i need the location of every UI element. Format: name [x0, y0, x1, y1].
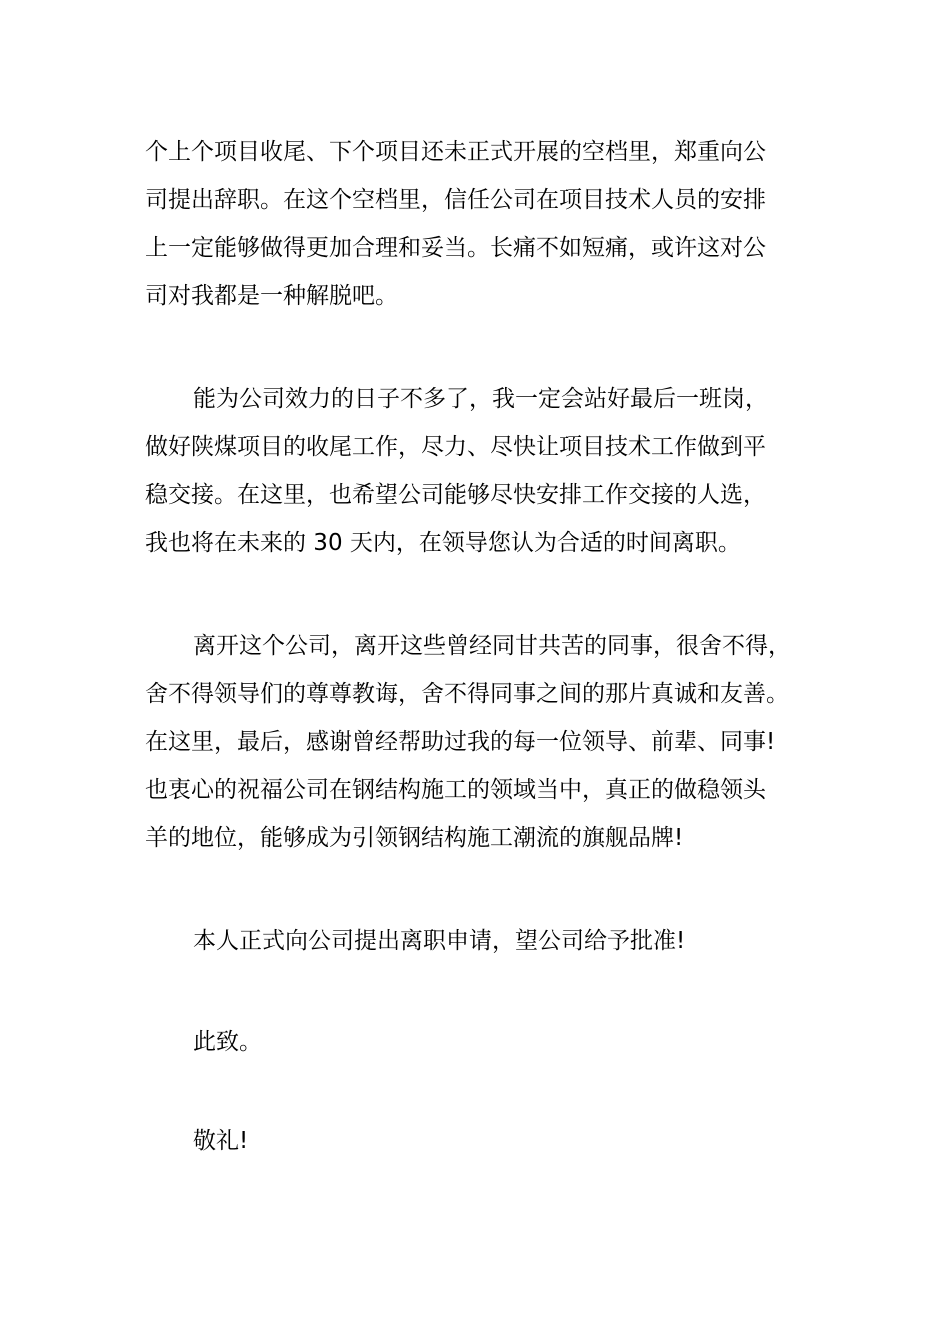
closing-salutation: 此致。: [193, 1029, 262, 1055]
paragraph-2-line-3: 稳交接。在这里，也希望公司能够尽快安排工作交接的人选，: [145, 482, 766, 508]
paragraph-3-line-1: 离开这个公司，离开这些曾经同甘共苦的同事，很舍不得，: [193, 633, 791, 659]
paragraph-2-line-1: 能为公司效力的日子不多了，我一定会站好最后一班岗，: [193, 386, 768, 412]
paragraph-2-line-2: 做好陕煤项目的收尾工作，尽力、尽快让项目技术工作做到平: [145, 434, 766, 460]
paragraph-3-line-4: 也衷心的祝福公司在钢结构施工的领域当中，真正的做稳领头: [145, 777, 766, 803]
paragraph-3-line-2: 舍不得领导们的尊尊教诲，舍不得同事之间的那片真诚和友善。: [145, 681, 789, 707]
paragraph-1-line-2: 司提出辞职。在这个空档里，信任公司在项目技术人员的安排: [145, 187, 766, 213]
paragraph-1-line-4: 司对我都是一种解脱吧。: [145, 283, 398, 309]
paragraph-3-line-5: 羊的地位，能够成为引领钢结构施工潮流的旗舰品牌!: [145, 825, 684, 851]
paragraph-2-line-4: 我也将在未来的 30 天内，在领导您认为合适的时间离职。: [145, 530, 741, 556]
paragraph-1-line-3: 上一定能够做得更加合理和妥当。长痛不如短痛，或许这对公: [145, 235, 766, 261]
closing-regards: 敬礼!: [193, 1128, 249, 1154]
paragraph-4-line-1: 本人正式向公司提出离职申请，望公司给予批准!: [193, 928, 686, 954]
paragraph-1-line-1: 个上个项目收尾、下个项目还未正式开展的空档里，郑重向公: [145, 139, 766, 165]
paragraph-3-line-3: 在这里，最后，感谢曾经帮助过我的每一位领导、前辈、同事!: [145, 729, 776, 755]
